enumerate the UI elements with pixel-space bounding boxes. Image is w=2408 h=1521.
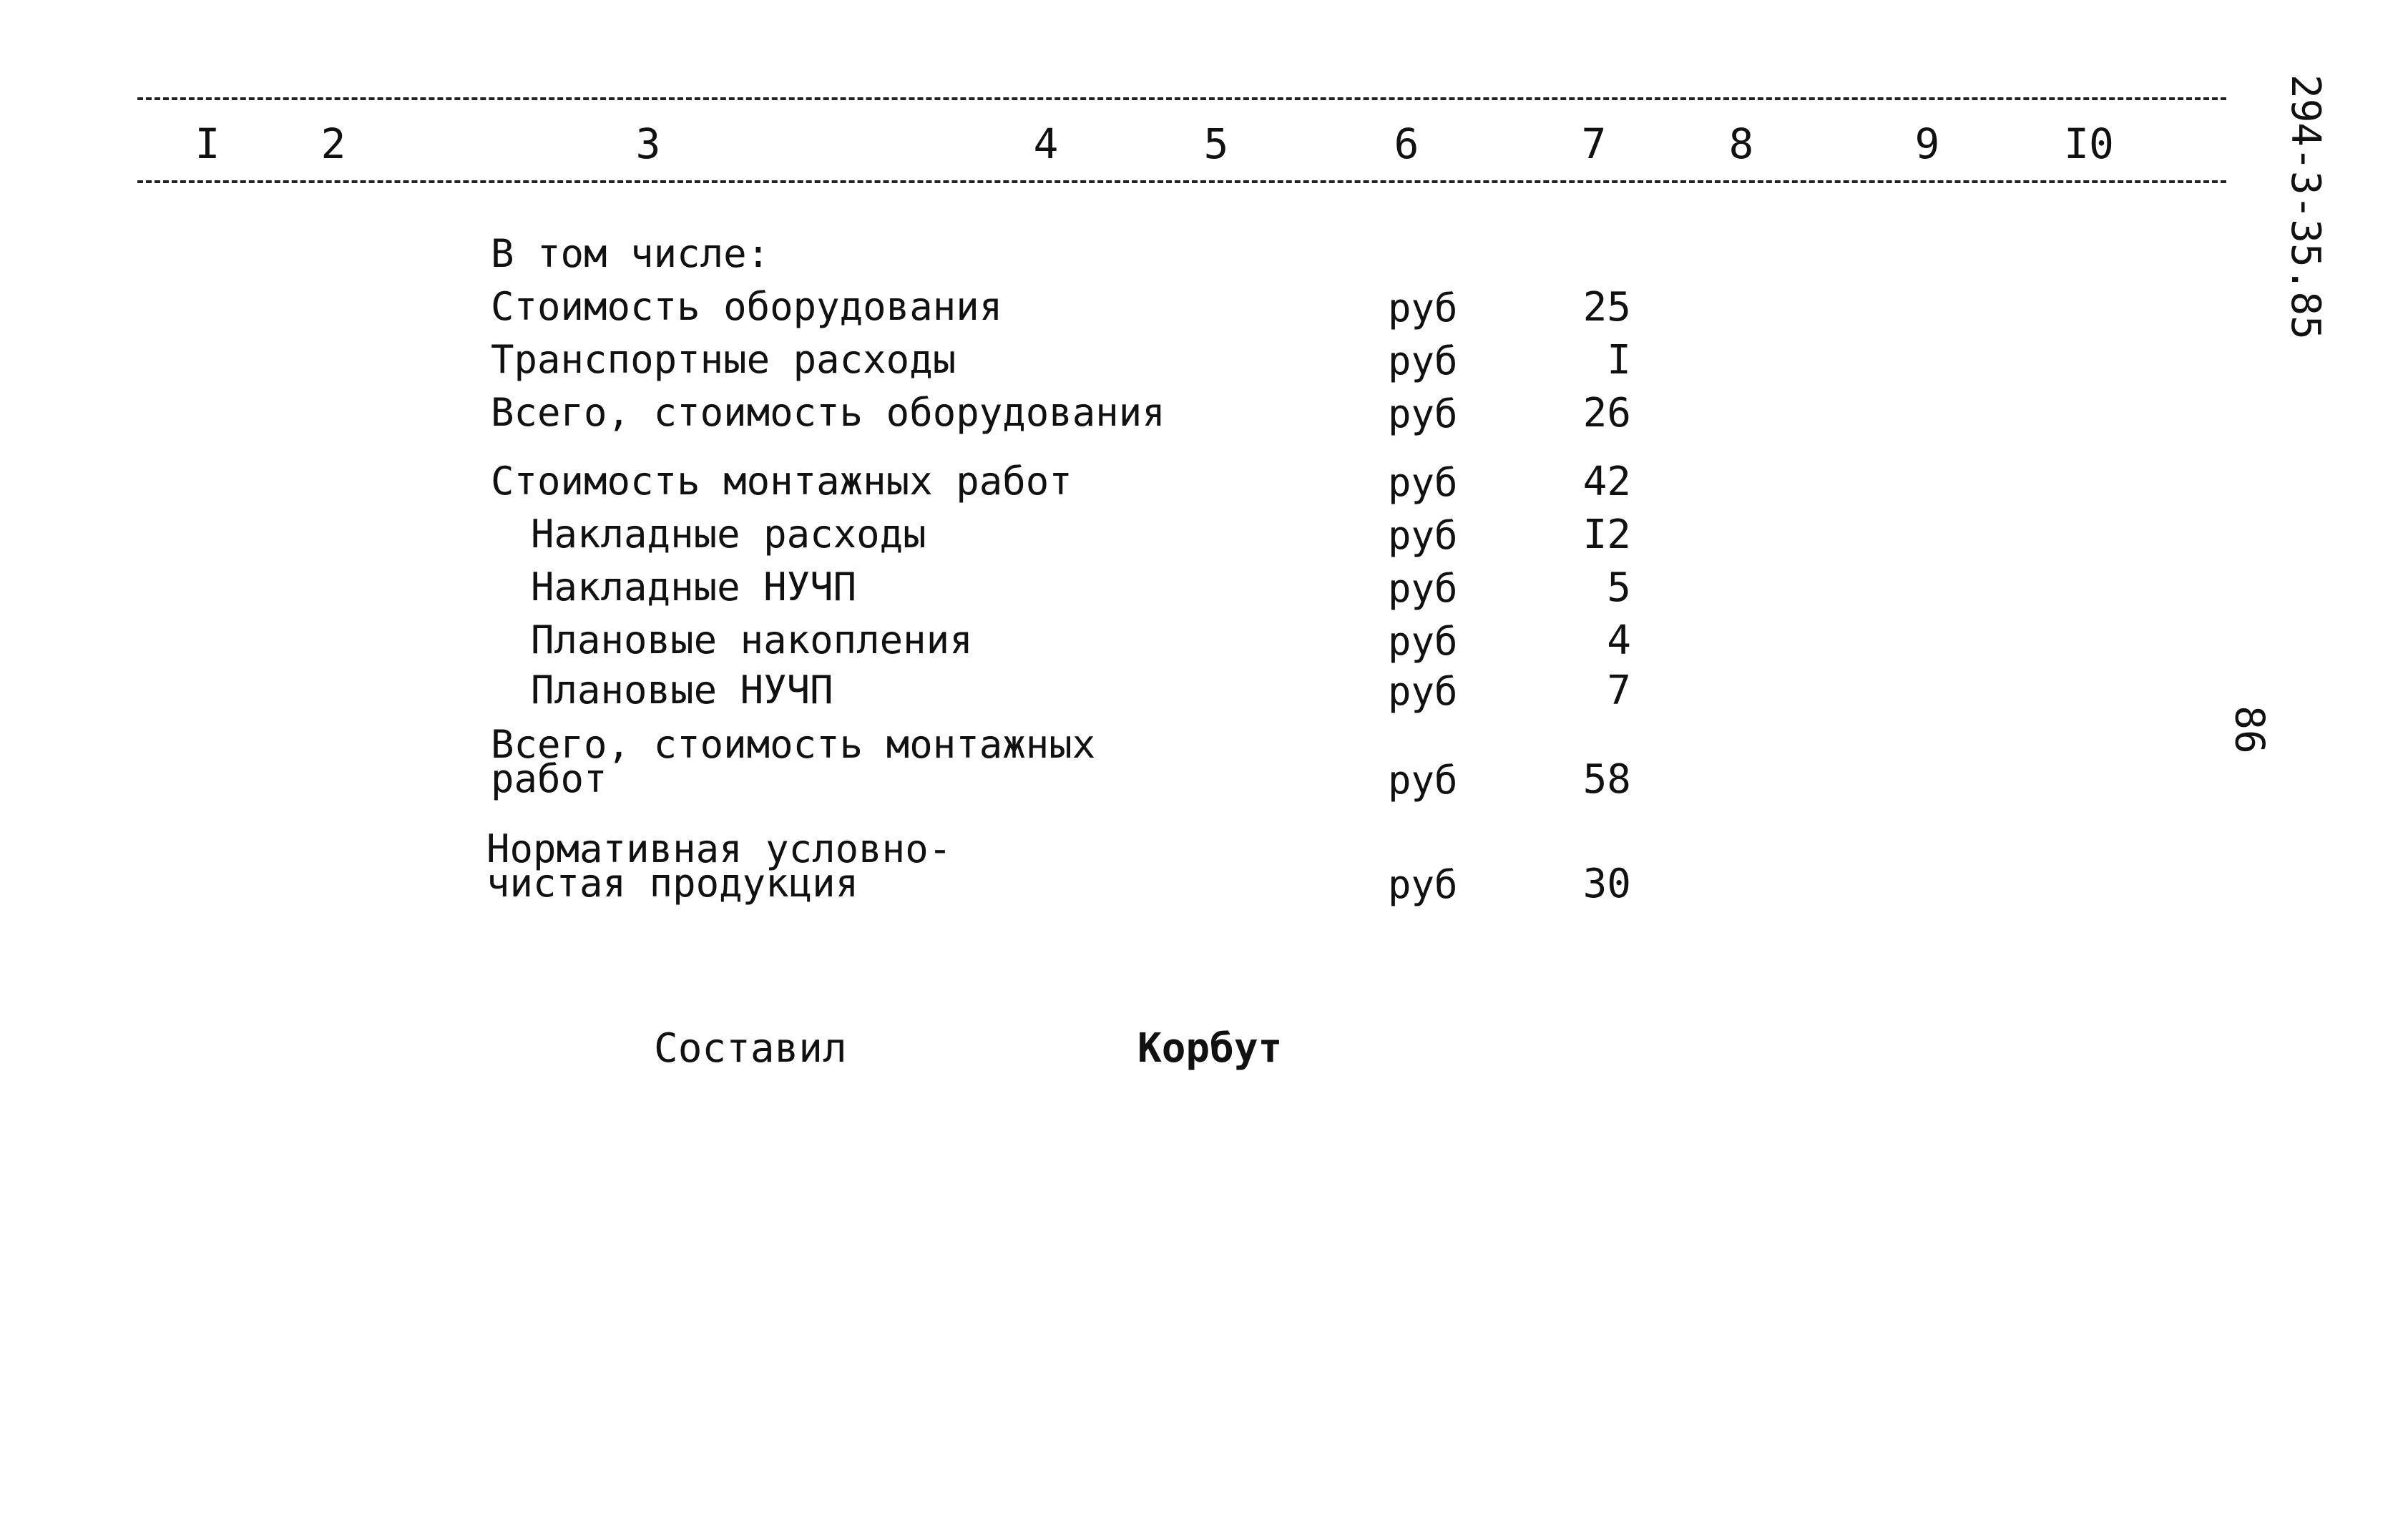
col-number-9: 9	[1914, 119, 1940, 168]
row-installation-value: 42	[1582, 459, 1631, 505]
top-rule	[137, 97, 2226, 100]
col-number-10: I0	[2064, 119, 2114, 168]
col-number-6: 6	[1394, 119, 1419, 168]
row-net-product-unit: руб	[1388, 862, 1458, 907]
col-number-5: 5	[1203, 119, 1229, 168]
col-number-7: 7	[1581, 119, 1607, 168]
bottom-rule	[137, 180, 2226, 183]
row-installation-total-value: 58	[1582, 756, 1631, 803]
document-code: 294-3-35.85	[2282, 74, 2329, 340]
row-equipment-cost-value: 25	[1582, 284, 1631, 331]
row-net-product-label-line2: чистая продукция	[486, 861, 859, 906]
compiled-name: Корбут	[1137, 1025, 1283, 1072]
row-planned-savings-label: Плановые накопления	[531, 617, 973, 662]
row-transport-unit: руб	[1388, 338, 1458, 383]
row-transport-label: Транспортные расходы	[491, 337, 956, 382]
row-planned-nuchp-label: Плановые НУЧП	[531, 667, 833, 713]
row-installation-total-label-line2: работ	[491, 756, 607, 801]
page-number: 86	[2226, 705, 2273, 754]
row-overhead-value: I2	[1582, 512, 1631, 558]
col-number-4: 4	[1033, 119, 1059, 168]
col-number-8: 8	[1728, 119, 1754, 168]
row-overhead-label: Накладные расходы	[531, 512, 926, 557]
row-installation-label: Стоимость монтажных работ	[491, 459, 1072, 504]
row-installation-total-unit: руб	[1388, 758, 1458, 803]
row-heading-label: В том числе:	[491, 231, 770, 276]
row-overhead-nuchp-unit: руб	[1388, 566, 1458, 611]
row-equipment-total-value: 26	[1582, 390, 1631, 436]
row-equipment-total-unit: руб	[1388, 391, 1458, 436]
row-equipment-total-label: Всего, стоимость оборудования	[491, 390, 1165, 435]
row-installation-total-label-line1: Всего, стоимость монтажных	[491, 722, 1096, 767]
row-installation-unit: руб	[1388, 460, 1458, 505]
col-number-2: 2	[320, 119, 346, 168]
row-planned-nuchp-value: 7	[1607, 667, 1631, 714]
row-overhead-nuchp-label: Накладные НУЧП	[531, 564, 857, 610]
row-overhead-nuchp-value: 5	[1607, 564, 1631, 611]
row-equipment-cost-label: Стоимость оборудования	[491, 284, 1003, 329]
row-planned-savings-value: 4	[1607, 617, 1631, 664]
row-transport-value: I	[1607, 337, 1631, 383]
row-planned-nuchp-unit: руб	[1388, 669, 1458, 714]
row-overhead-unit: руб	[1388, 513, 1458, 558]
col-number-1: I	[195, 119, 220, 168]
row-planned-savings-unit: руб	[1388, 619, 1458, 664]
row-net-product-label-line1: Нормативная условно-	[486, 826, 952, 871]
row-net-product-value: 30	[1582, 861, 1631, 907]
col-number-3: 3	[635, 119, 661, 168]
row-equipment-cost-unit: руб	[1388, 285, 1458, 331]
compiled-label: Составил	[654, 1025, 847, 1072]
